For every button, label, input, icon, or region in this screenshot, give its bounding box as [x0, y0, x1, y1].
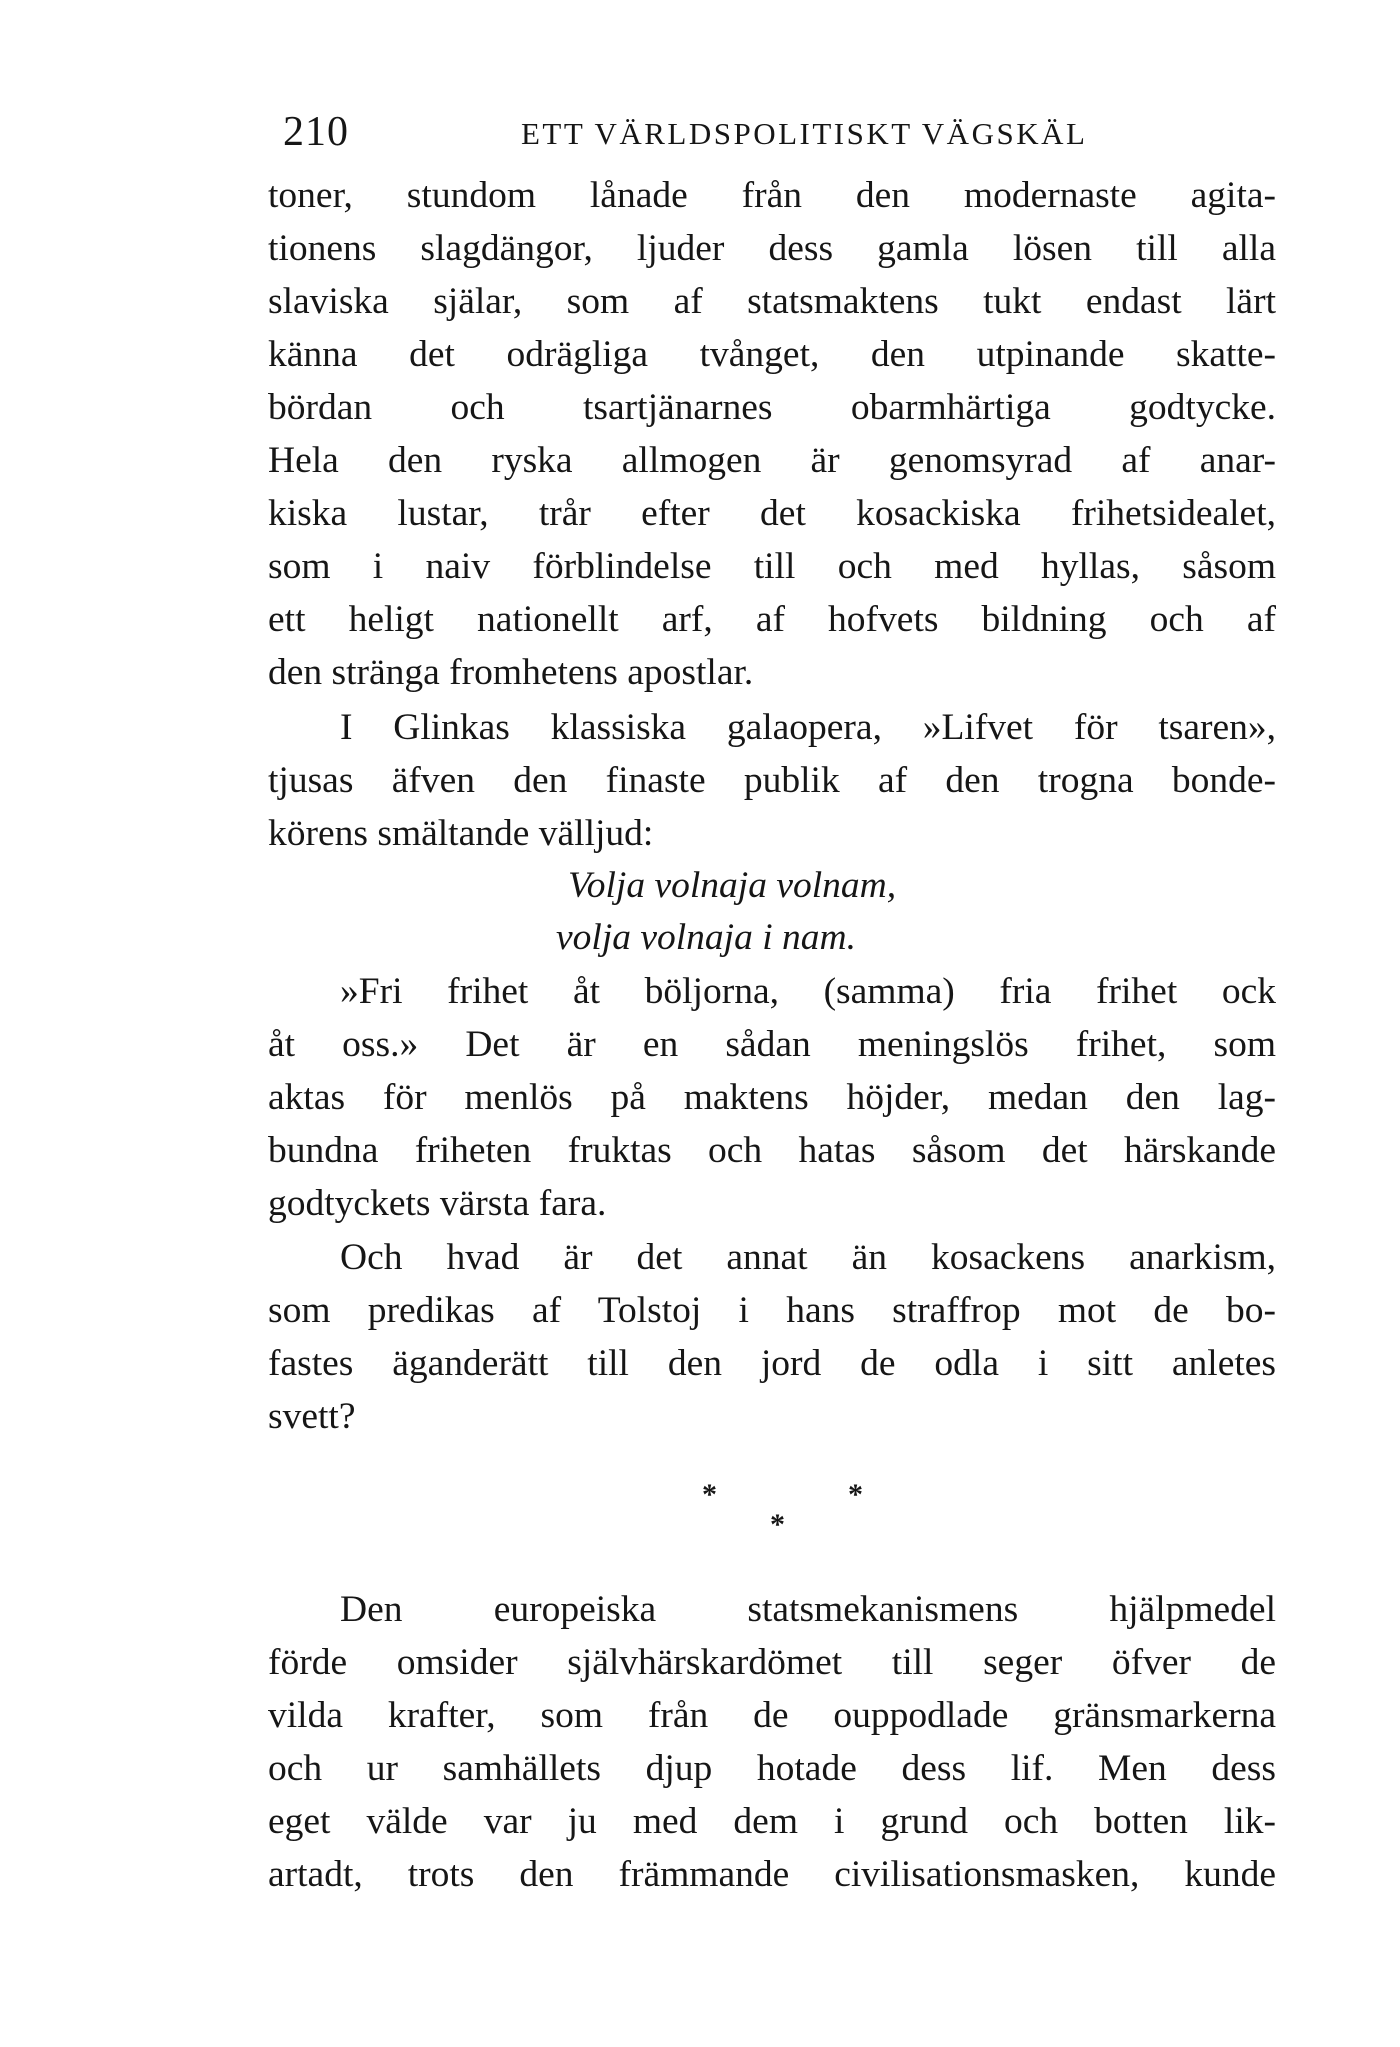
asterisk: * — [848, 1478, 863, 1511]
verse-line: volja volnaja i nam. — [556, 917, 856, 958]
text-line: artadt, trots den främmande civilisationsmasken, kunde — [268, 1854, 1276, 1895]
asterisk: * — [770, 1508, 785, 1541]
text-line: I Glinkas klassiska galaopera, »Lifvet för tsaren», — [340, 707, 1276, 748]
text-line: och ur samhällets djup hotade dess lif. Men dess — [268, 1748, 1276, 1789]
text-line: som predikas af Tolstoj i hans straffrop mot de bo- — [268, 1290, 1276, 1331]
text-line: den stränga fromhetens apostlar. — [268, 652, 754, 693]
running-title: ETT VÄRLDSPOLITISKT VÄGSKÄL — [521, 116, 1088, 151]
text-line: kiska lustar, trår efter det kosackiska frihetsidealet, — [268, 493, 1276, 534]
text-line: vilda krafter, som från de ouppodlade gränsmarkerna — [268, 1695, 1276, 1736]
text-line: Hela den ryska allmogen är genomsyrad af anar- — [268, 440, 1276, 481]
asterisk: * — [702, 1478, 717, 1511]
text-line: slaviska själar, som af statsmaktens tukt endast lärt — [268, 281, 1276, 322]
text-line: bördan och tsartjänarnes obarmhärtiga godtycke. — [268, 387, 1276, 428]
text-line: aktas för menlös på maktens höjder, medan den lag- — [268, 1077, 1276, 1118]
text-line: »Fri frihet åt böljorna, (samma) fria frihet ock — [340, 971, 1276, 1012]
text-line: ett heligt nationellt arf, af hofvets bildning och af — [268, 599, 1276, 640]
verse-line: Volja volnaja volnam, — [568, 865, 897, 906]
page-header — [283, 108, 1283, 168]
text-line: fastes äganderätt till den jord de odla i sitt anletes — [268, 1343, 1276, 1384]
text-line: toner, stundom lånade från den modernaste agita- — [268, 175, 1276, 216]
text-line: körens smältande välljud: — [268, 813, 654, 854]
text-line: bundna friheten fruktas och hatas såsom det härskande — [268, 1130, 1276, 1171]
page-number: 210 — [283, 109, 349, 155]
text-line: förde omsider självhärskardömet till seger öfver de — [268, 1642, 1276, 1683]
text-line: åt oss.» Det är en sådan meningslös frihet, som — [268, 1024, 1276, 1065]
text-line: känna det odrägliga tvånget, den utpinande skatte- — [268, 334, 1276, 375]
text-line: Och hvad är det annat än kosackens anarkism, — [340, 1237, 1276, 1278]
text-line: svett? — [268, 1396, 356, 1437]
text-line: som i naiv förblindelse till och med hyllas, såsom — [268, 546, 1276, 587]
text-line: tjusas äfven den finaste publik af den trogna bonde- — [268, 760, 1276, 801]
text-line: tionens slagdängor, ljuder dess gamla lösen till alla — [268, 228, 1276, 269]
text-line: godtyckets värsta fara. — [268, 1183, 607, 1224]
section-break-asterism — [670, 1480, 910, 1560]
text-line: Den europeiska statsmekanismens hjälpmedel — [340, 1589, 1276, 1630]
text-line: eget välde var ju med dem i grund och botten lik- — [268, 1801, 1276, 1842]
